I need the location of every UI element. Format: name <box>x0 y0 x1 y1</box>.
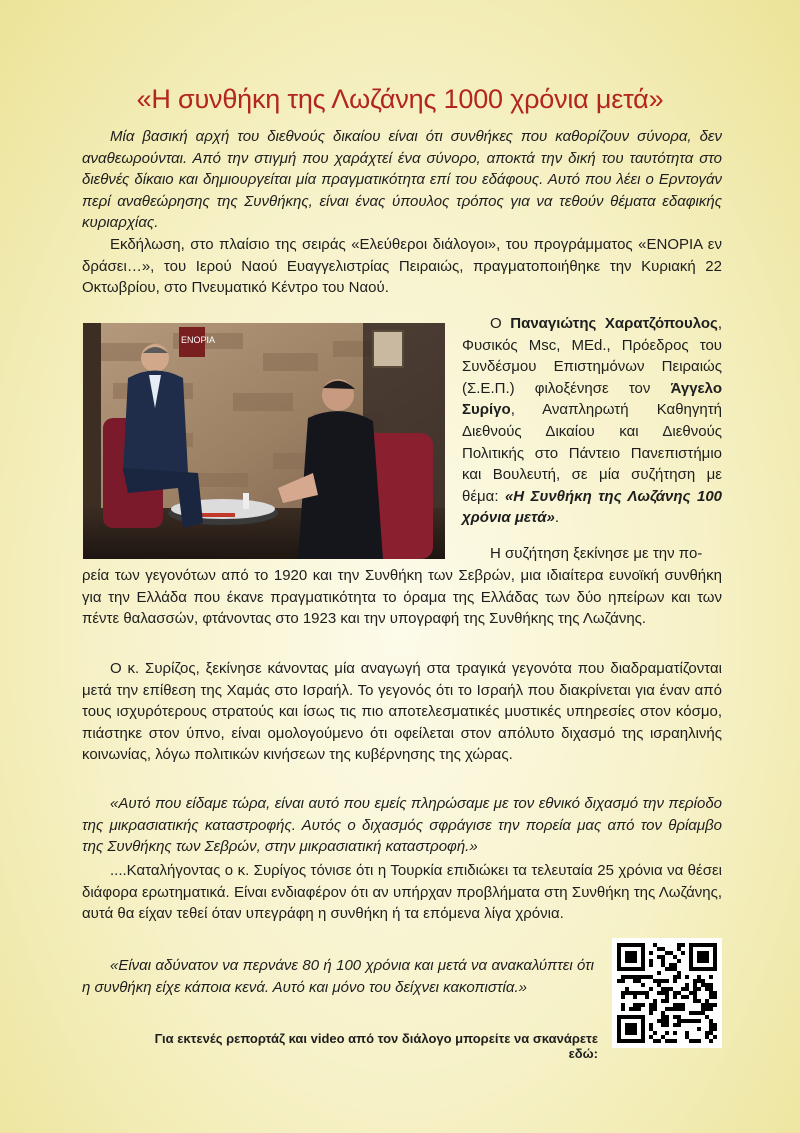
qr-module <box>621 975 625 979</box>
qr-module <box>657 1039 661 1043</box>
qr-module <box>625 975 629 979</box>
qr-module <box>649 1003 653 1007</box>
qr-module <box>673 1003 677 1007</box>
qr-module <box>661 1019 665 1023</box>
qr-module <box>661 987 665 991</box>
qr-module <box>621 1007 625 1011</box>
qr-module <box>653 1039 657 1043</box>
quote-paragraph-2: «Είναι αδύνατον να περνάνε 80 ή 100 χρόνια και μετά να ανακαλύπτει ότι η συνθήκη είχε κάποια κενά. Αυτό και μόνο του δείχνει κακοπιστία.» <box>82 957 594 996</box>
qr-module <box>709 1003 713 1007</box>
qr-module <box>653 979 657 983</box>
intro-paragraph: Μία βασική αρχή του διεθνούς δικαίου είναι ότι συνθήκες που καθορίζουν σύνορα, δεν αναθεωρούνται. Από την στιγμή που χαράχτεί ένα σύνορο, αποκτά την δική του ταυτότητα στο διεθνές δίκαιο και δημιουργείται μία πραγματικότητα επί του εδάφους. Αυτό που λέει ο Ερντογάν περί αναθεώρησης της Συνθήκης, είναι ένας ύπουλος τρόπος για να τεθούν θέματα εδαφικής κυριαρχίας. <box>82 128 722 232</box>
qr-module <box>697 975 701 979</box>
qr-module <box>713 1035 717 1039</box>
qr-module <box>633 979 637 983</box>
qr-module <box>701 1003 705 1007</box>
qr-module <box>697 1019 701 1023</box>
qr-module <box>637 1003 641 1007</box>
photo-sign-text: ΕΝΟΡΙΑ <box>181 335 216 345</box>
qr-module <box>693 991 697 995</box>
qr-module <box>681 943 685 947</box>
qr-module <box>665 951 669 955</box>
qr-module <box>665 995 669 999</box>
qr-module <box>689 1039 693 1043</box>
qr-module <box>673 955 677 959</box>
qr-module <box>629 975 633 979</box>
qr-module <box>657 971 661 975</box>
host-paragraph <box>462 313 722 529</box>
qr-module <box>665 1019 669 1023</box>
qr-module <box>709 975 713 979</box>
qr-module <box>653 943 657 947</box>
qr-module <box>665 991 669 995</box>
qr-module <box>677 947 681 951</box>
qr-module <box>705 1035 709 1039</box>
qr-module <box>689 1019 693 1023</box>
qr-module <box>621 979 625 983</box>
qr-module <box>665 1039 669 1043</box>
qr-module <box>661 1035 665 1039</box>
qr-module <box>681 1007 685 1011</box>
qr-module <box>709 987 713 991</box>
qr-module <box>673 1031 677 1035</box>
photo-illustration <box>83 323 445 559</box>
qr-module <box>661 1011 665 1015</box>
qr-module <box>641 975 645 979</box>
qr-module <box>693 1039 697 1043</box>
qr-module <box>665 1015 669 1019</box>
qr-module <box>657 979 661 983</box>
event-paragraph: Εκδήλωση, στο πλαίσιο της σειράς «Ελεύθεροι διάλογοι», του προγράμματος «ΕΝΟΡΙΑ εν δράσει…», του Ιερού Ναού Ευαγγελιστρίας Πειραιώς, πραγματοποιήθηκε την Κυριακή 22 Οκτωβρίου, στο Πνευματικό Κέντρο του Ναού. <box>82 236 722 297</box>
qr-module <box>625 991 629 995</box>
qr-finder-center <box>625 1023 637 1035</box>
qr-module <box>669 987 673 991</box>
qr-module <box>685 987 689 991</box>
qr-module <box>697 999 701 1003</box>
qr-module <box>685 1031 689 1035</box>
qr-module <box>673 991 677 995</box>
qr-module <box>617 979 621 983</box>
turkey-paragraph: ....Καταλήγοντας ο κ. Συρίγος τόνισε ότι η Τουρκία επιδιώκει τα τελευταία 25 χρόνια να θέσει διάφορα ερωτηματικά. Είναι ενδιαφέρον ότι αν υπήρχαν προβλήματα στη Συνθήκη της Λωζάνης, αυτά θα είχαν τεθεί όταν υπεγράφη η συνθήκη ή τα επόμενα λίγα χρόνια. <box>82 862 722 923</box>
qr-module <box>649 1011 653 1015</box>
qr-module <box>661 947 665 951</box>
qr-module <box>701 1011 705 1015</box>
qr-module <box>649 1023 653 1027</box>
qr-module <box>657 983 661 987</box>
qr-module <box>693 999 697 1003</box>
qr-module <box>633 1007 637 1011</box>
qr-module <box>645 995 649 999</box>
qr-module <box>693 983 697 987</box>
qr-module <box>697 1027 701 1031</box>
qr-module <box>693 1011 697 1015</box>
qr-module <box>677 1007 681 1011</box>
qr-module <box>685 983 689 987</box>
qr-module <box>693 1019 697 1023</box>
qr-module <box>705 1003 709 1007</box>
qr-module <box>685 1035 689 1039</box>
qr-module <box>641 991 645 995</box>
qr-code-graphic <box>612 938 722 1048</box>
qr-module <box>709 983 713 987</box>
qr-module <box>649 959 653 963</box>
qr-module <box>697 987 701 991</box>
qr-module <box>661 1023 665 1027</box>
qr-module <box>709 1039 713 1043</box>
qr-module <box>649 987 653 991</box>
qr-module <box>653 1007 657 1011</box>
qr-module <box>665 1031 669 1035</box>
qr-module <box>705 987 709 991</box>
qr-module <box>661 979 665 983</box>
qr-module <box>669 1039 673 1043</box>
syrigos-paragraph: Ο κ. Συρίζος, ξεκίνησε κάνοντας μία αναγωγή στα τραγικά γεγονότα που διαδραματίζονται μετά την επίθεση της Χαμάς στο Ισραήλ. Το γεγονός ότι το Ισραήλ που διακρίνεται για έναν από τους ισχυρότερους στρατούς και ίσως τις πιο αποτελεσματικές μυστικές υπηρεσίες στον κόσμο, πιάστηκε στον ύπνο, είναι ομολογούμενο ότι οφείλεται στον απόλυτο διχασμό της ισραηλινής κοινωνίας, λόγω πολιτικών κινήσεων της κυβέρνησης της χώρας. <box>82 660 722 764</box>
qr-module <box>677 975 681 979</box>
qr-module <box>689 991 693 995</box>
page-title: «Η συνθήκη της Λωζάνης 1000 χρόνια μετά» <box>136 84 664 114</box>
qr-module <box>693 995 697 999</box>
qr-module <box>693 979 697 983</box>
qr-module <box>665 1023 669 1027</box>
qr-module <box>697 1011 701 1015</box>
qr-module <box>705 983 709 987</box>
qr-module <box>673 1023 677 1027</box>
qr-module <box>673 975 677 979</box>
qr-module <box>649 1027 653 1031</box>
qr-module <box>681 995 685 999</box>
qr-module <box>677 971 681 975</box>
qr-module <box>697 1039 701 1043</box>
qr-module <box>701 983 705 987</box>
qr-module <box>633 995 637 999</box>
qr-module <box>677 1015 681 1019</box>
guest-name: Άγγελο Συρίγο <box>462 379 722 419</box>
qr-module <box>705 1015 709 1019</box>
qr-module <box>681 1003 685 1007</box>
qr-module <box>713 991 717 995</box>
discussion-topic: «Η Συνθήκη της Λωζάνης 100 χρόνια μετά» <box>462 487 722 527</box>
host-pre: Ο <box>490 315 511 332</box>
qr-module <box>665 999 669 1003</box>
qr-module <box>709 1031 713 1035</box>
qr-module <box>637 991 641 995</box>
footer-note: Για εκτενές ρεπορτάζ και video από τον διάλογο μπορείτε να σκανάρετε εδώ: <box>154 1031 598 1061</box>
qr-module <box>637 975 641 979</box>
host-post: , Αναπληρωτή Καθηγητή Διεθνούς Δικαίου και Διεθνούς Πολιτικής στο Πάντειο Πανεπιστήμιο και Βουλευτή, σε μία συζήτηση με θέμα: <box>462 401 722 505</box>
qr-module <box>637 1007 641 1011</box>
qr-module <box>677 959 681 963</box>
host-name: Παναγιώτης Χαρατζόπουλος <box>510 315 718 332</box>
qr-module <box>673 1015 677 1019</box>
qr-module <box>713 995 717 999</box>
qr-module <box>657 947 661 951</box>
qr-module <box>673 967 677 971</box>
qr-module <box>649 1035 653 1039</box>
qr-module <box>629 1007 633 1011</box>
qr-module <box>701 1007 705 1011</box>
qr-finder-center <box>697 951 709 963</box>
qr-module <box>709 995 713 999</box>
qr-module <box>713 1027 717 1031</box>
host-end: . <box>554 509 560 527</box>
qr-module <box>709 991 713 995</box>
qr-module <box>709 1023 713 1027</box>
qr-module <box>697 979 701 983</box>
qr-module <box>713 1003 717 1007</box>
qr-module <box>629 991 633 995</box>
qr-module <box>673 1007 677 1011</box>
qr-module <box>709 1019 713 1023</box>
qr-module <box>681 951 685 955</box>
qr-module <box>649 975 653 979</box>
qr-module <box>633 975 637 979</box>
qr-module <box>661 955 665 959</box>
qr-module <box>649 963 653 967</box>
qr-module <box>713 1023 717 1027</box>
qr-module <box>661 999 665 1003</box>
qr-module <box>705 1031 709 1035</box>
qr-module <box>665 967 669 971</box>
qr-module <box>625 987 629 991</box>
qr-module <box>653 1003 657 1007</box>
discussion-paragraph: ρεία των γεγονότων από το 1920 και την Συνθήκη των Σεβρών, μια ιδιαίτερα ευνοϊκή συνθήκη για την Ελλάδα που έκανε πραγματικότητα το όραμα της Ελλάδας των δύο ηπείρων και των πέντε θαλασσών, φτάνοντας στο 1923 και την υπογραφή της Συνθήκης της Λωζάνης. <box>82 567 722 628</box>
qr-module <box>649 1007 653 1011</box>
qr-module <box>661 1015 665 1019</box>
qr-module <box>689 1011 693 1015</box>
qr-module <box>681 1019 685 1023</box>
qr-module <box>685 995 689 999</box>
qr-module <box>677 1019 681 1023</box>
qr-module <box>657 955 661 959</box>
qr-module <box>637 979 641 983</box>
qr-module <box>653 1031 657 1035</box>
qr-module <box>673 995 677 999</box>
qr-module <box>641 1003 645 1007</box>
qr-module <box>621 1003 625 1007</box>
qr-module <box>669 963 673 967</box>
qr-module <box>661 991 665 995</box>
qr-module <box>701 979 705 983</box>
qr-module <box>621 995 625 999</box>
qr-module <box>665 987 669 991</box>
qr-module <box>669 1007 673 1011</box>
qr-module <box>621 991 625 995</box>
qr-module <box>649 951 653 955</box>
qr-module <box>657 1019 661 1023</box>
qr-module <box>641 983 645 987</box>
qr-module <box>653 999 657 1003</box>
qr-module <box>673 1039 677 1043</box>
event-photo <box>83 323 445 559</box>
qr-module <box>645 991 649 995</box>
qr-module <box>705 1007 709 1011</box>
qr-module <box>709 1027 713 1031</box>
qr-module <box>669 951 673 955</box>
discussion-start-line: Η συζήτηση ξεκίνησε με την πο- <box>490 545 703 562</box>
qr-code[interactable] <box>612 938 722 1048</box>
qr-module <box>677 1023 681 1027</box>
qr-module <box>645 975 649 979</box>
qr-finder-center <box>625 951 637 963</box>
qr-module <box>661 963 665 967</box>
qr-module <box>685 1019 689 1023</box>
qr-module <box>693 987 697 991</box>
qr-module <box>657 991 661 995</box>
qr-module <box>633 1003 637 1007</box>
qr-module <box>677 943 681 947</box>
qr-module <box>633 991 637 995</box>
qr-module <box>709 1007 713 1011</box>
qr-module <box>705 999 709 1003</box>
qr-module <box>677 991 681 995</box>
host-mid: , Φυσικός Msc, MEd., Πρόεδρος του Συνδέσμου Επιστημόνων Πειραιώς (Σ.Ε.Π.) φιλοξένησε τον <box>462 315 722 397</box>
qr-module <box>685 975 689 979</box>
qr-module <box>673 979 677 983</box>
quote-paragraph-1: «Αυτό που είδαμε τώρα, είναι αυτό που εμείς πληρώσαμε με τον εθνικό διχασμό την περίοδο της μικρασιατικής καταστροφής. Αυτός ο διχασμός σφράγισε την πορεία μας από τον θρίαμβο της Συνθήκης των Σεβρών, στην μικρασιατική καταστροφή.» <box>82 795 722 856</box>
qr-module <box>673 963 677 967</box>
qr-module <box>669 967 673 971</box>
qr-module <box>665 979 669 983</box>
qr-module <box>665 1007 669 1011</box>
qr-module <box>661 959 665 963</box>
qr-module <box>681 987 685 991</box>
qr-module <box>677 1003 681 1007</box>
